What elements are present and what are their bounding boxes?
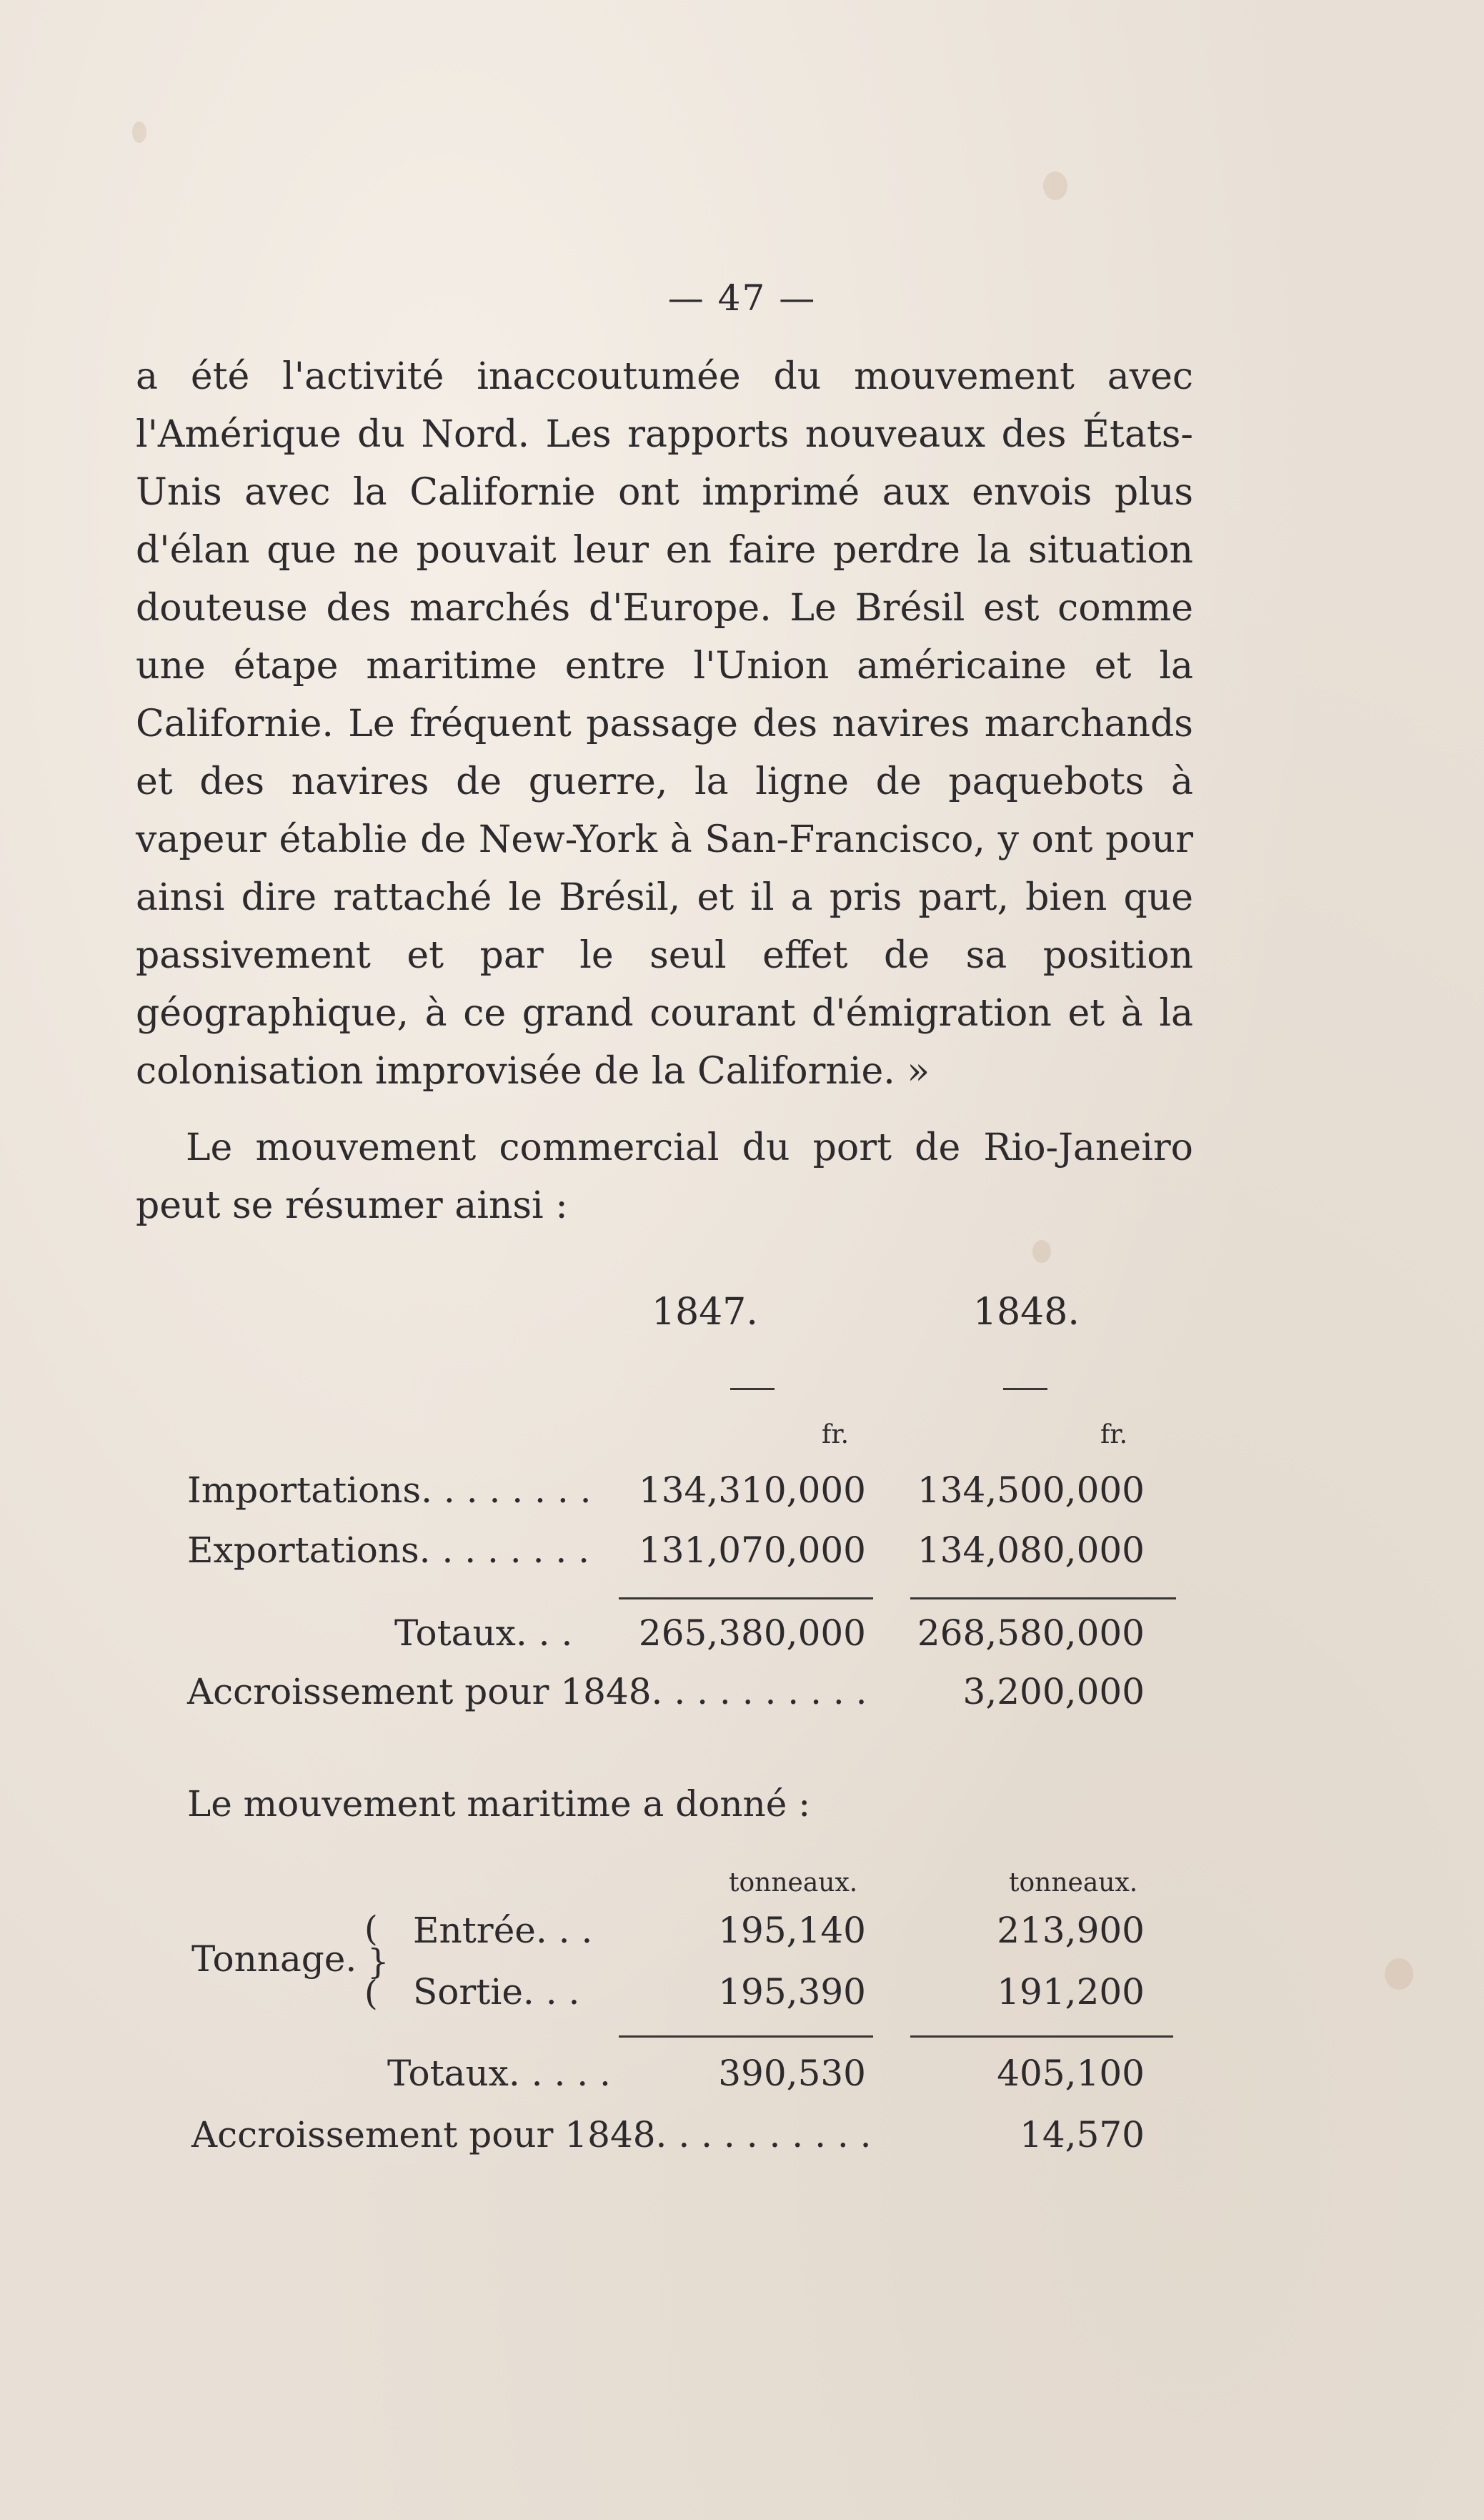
year-header-1847: 1847. [652, 1291, 758, 1334]
intro-paragraph: Le mouvement commercial du port de Rio-Janeiro peut se résumer ainsi : [136, 1126, 1193, 1227]
year-header-1848: 1848. [973, 1291, 1080, 1334]
paper-stain [1043, 172, 1067, 200]
value-sortie-1847: 195,390 [718, 1971, 866, 2013]
brace-glyph: ( [364, 1909, 378, 1949]
header-dash [1003, 1388, 1047, 1390]
row-label-exportations: Exportations. . . . . . . . [187, 1529, 590, 1571]
tonnage-group-label: Tonnage. [191, 1938, 357, 1980]
sum-rule [910, 2035, 1173, 2038]
increase-value: 3,200,000 [962, 1671, 1145, 1712]
sum-rule [619, 1597, 873, 1599]
body-paragraph: a été l'activité inaccoutumée du mouvement avec l'Amérique du Nord. Les rapports nouveaux des États-Unis avec la Californie ont imprimé aux envois plus d'élan que ne pouvait leur en faire perdre la situation douteuse des marchés d'Europe. Le Brésil est comme une étape maritime entre l'Union américaine et la Californie. Le fréquent passage des navires marchands et des navires de guerre, la ligne de paquebots à vapeur établie de New-York à San-Francisco, y ont pour ainsi dire rattaché le Brésil, et il a pris part, bien que passivement et par le seul effet de sa position géographique, à ce grand courant d'émigration et à la colonisation improvisée de la Californie. » [136, 355, 1193, 1093]
value-importations-1847: 134,310,000 [638, 1469, 866, 1511]
totals-1848: 268,580,000 [917, 1612, 1145, 1654]
paper-stain [1032, 1240, 1051, 1263]
brace-glyph: } [367, 1942, 389, 1982]
unit-label: tonneaux. [729, 1868, 858, 1898]
unit-label: tonneaux. [1009, 1868, 1138, 1898]
row-label-entree: Entrée. . . [413, 1910, 593, 1951]
tonnage-totals-1847: 390,530 [718, 2053, 866, 2094]
row-label-sortie: Sortie. . . [413, 1971, 580, 2013]
value-entree-1847: 195,140 [718, 1910, 866, 1951]
unit-label: fr. [822, 1420, 850, 1449]
totals-1847: 265,380,000 [638, 1612, 866, 1654]
page-number: — 47 — [667, 277, 817, 319]
row-label-importations: Importations. . . . . . . . [187, 1469, 592, 1511]
sum-rule [619, 2035, 873, 2038]
value-entree-1848: 213,900 [997, 1910, 1145, 1951]
value-importations-1848: 134,500,000 [917, 1469, 1145, 1511]
value-sortie-1848: 191,200 [997, 1971, 1145, 2013]
paper-stain [1385, 1958, 1413, 1990]
totals-label: Totaux. . . [394, 1612, 573, 1654]
tonnage-increase-value: 14,570 [1020, 2114, 1145, 2156]
increase-label: Accroissement pour 1848. . . . . . . . . . [191, 2114, 872, 2156]
value-exportations-1848: 134,080,000 [917, 1529, 1145, 1571]
totals-label: Totaux. . . . . [387, 2053, 611, 2094]
brace-glyph: ( [364, 1973, 378, 2013]
value-exportations-1847: 131,070,000 [638, 1529, 866, 1571]
tonnage-totals-1848: 405,100 [997, 2053, 1145, 2094]
maritime-intro: Le mouvement maritime a donné : [187, 1783, 811, 1825]
sum-rule [910, 1597, 1176, 1599]
unit-label: fr. [1100, 1420, 1128, 1449]
increase-label: Accroissement pour 1848. . . . . . . . . . [187, 1671, 867, 1712]
header-dash [730, 1388, 775, 1390]
paper-stain [132, 121, 146, 143]
